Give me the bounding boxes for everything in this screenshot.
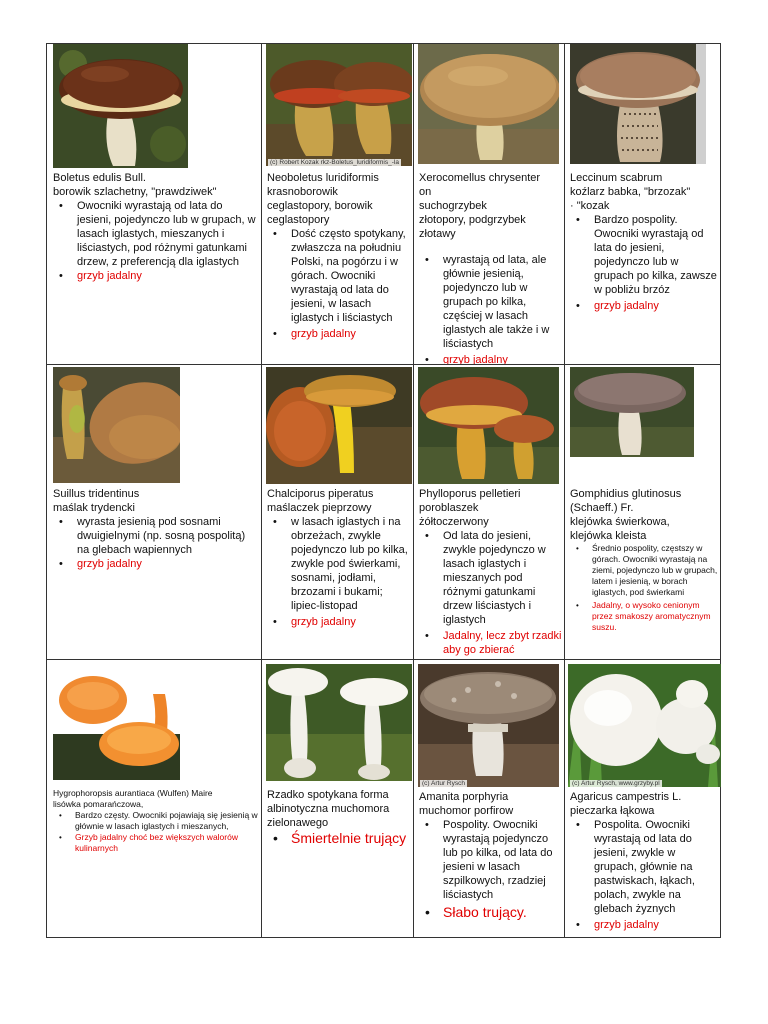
- latin-name: Xerocomellus chrysenter: [419, 172, 541, 184]
- mushroom-table: [46, 43, 721, 938]
- latin-name: Chalciporus piperatus: [267, 488, 374, 500]
- mushroom-photo: [568, 664, 721, 787]
- mushroom-photo: [266, 367, 412, 484]
- polish-name: lisówka pomarańczowa,: [53, 799, 144, 809]
- table-cell-chalciporus-piperatus: [262, 365, 413, 659]
- description: • wyrasta jesienią pod sosnami dwuigielnymi (np. sosną pospolitą) na glebach wapiennych: [53, 515, 258, 557]
- polish-name: maślak trydencki: [53, 502, 135, 514]
- polish-name: suchogrzybek: [419, 200, 487, 212]
- latin-name: Phylloporus pelletieri: [419, 488, 521, 500]
- mushroom-photo: [570, 367, 694, 457]
- description: • Bardzo pospolity. Owocniki wyrastają od lata do jesieni, pojedynczo lub w grupach po kilka, zawsze w pobliżu brzóz: [570, 213, 720, 297]
- description: • w lasach iglastych i na obrzeżach, zwykle pojedynczo lub po kilka, zwykle pod świerkami, sosnami, jodłami, brzozami i bukami; lipiec-listopad: [267, 515, 412, 613]
- cell-text: [53, 487, 258, 571]
- polish-name: pieczarka łąkowa: [570, 805, 655, 817]
- edibility-note: • Jadalny, o wysoko cenionym przez smakoszy aromatycznym suszu.: [570, 600, 720, 633]
- latin-name: Boletus edulis Bull.: [53, 172, 146, 184]
- latin-name: Gomphidius glutinosus: [570, 488, 682, 500]
- polish-name: złotopory, podgrzybek: [419, 214, 526, 226]
- description-line: zielonawego: [267, 817, 329, 829]
- latin-name: on: [419, 186, 432, 198]
- description-line: Rzadko spotykana forma: [267, 789, 389, 801]
- description: • Średnio pospolity, częstszy w górach. Owocniki wyrastają na ziemi, pojedynczo lub w grupach, latem i jesienią, w borach iglastych, pod świerkami: [570, 543, 720, 598]
- polish-name: borowik szlachetny, "prawdziwek": [53, 186, 217, 198]
- polish-name: klejówka świerkowa,: [570, 516, 670, 528]
- cell-text: [419, 487, 564, 657]
- polish-name: krasnoborowik: [267, 186, 338, 198]
- table-cell-hygrophoropsis-aurantiaca: [47, 660, 261, 938]
- photo-credit: (c) Robert Kozak rkz-Boletus_luridiformis_-la: [270, 159, 399, 166]
- table-cell-amanita-porphyria: [414, 660, 564, 938]
- table-cell-amanita-albino: [262, 660, 413, 938]
- cell-text: [570, 790, 720, 932]
- edibility-note: • Śmiertelnie trujący: [267, 830, 412, 847]
- description: • Pospolita. Owocniki wyrastają od lata do jesieni, zwykle w grupach, głównie na pastwiskach, łąkach, polach, zwykle na glebach żyznych: [570, 818, 720, 916]
- cell-text: [53, 788, 258, 854]
- edibility-note: • grzyb jadalny: [570, 918, 720, 932]
- description: • Pospolity. Owocniki wyrastają pojedynczo lub po kilka, od lata do jesieni w lasach szpilkowych, rzadziej liściastych: [419, 818, 564, 902]
- polish-name: muchomor porfirow: [419, 805, 514, 817]
- polish-name: ceglastopory, borowik: [267, 200, 373, 212]
- polish-name: klejówka kleista: [570, 530, 647, 542]
- cell-text: [419, 171, 564, 364]
- description: • Owocniki wyrastają od lata do jesieni, pojedynczo lub w grupach, w lasach iglastych, mieszanych i liściastych, pod różnymi gatunkami drzew, z preferencją dla iglastych: [53, 199, 258, 269]
- cell-text: [267, 487, 412, 629]
- table-cell-boletus-edulis: [47, 44, 261, 364]
- edibility-note: • grzyb jadalny: [53, 557, 258, 571]
- edibility-note: • grzyb jadalny: [570, 299, 720, 313]
- photo-credit: (c) Artur Rysch: [422, 780, 465, 787]
- edibility-note: • Słabo trujący.: [419, 904, 564, 921]
- mushroom-photo: [53, 664, 180, 780]
- edibility-note: • grzyb jadalny: [53, 269, 258, 283]
- latin-name: Amanita porphyria: [419, 791, 509, 803]
- mushroom-photo: [418, 44, 559, 164]
- photo-credit: (c) Artur Rysch, www.grzyby.pl: [572, 780, 660, 787]
- latin-name: Neoboletus luridiformis: [267, 172, 379, 184]
- mushroom-photo: [53, 44, 188, 168]
- edibility-note: • Jadalny, lecz zbyt rzadki aby go zbierać: [419, 629, 564, 657]
- polish-name: maślaczek pieprzowy: [267, 502, 372, 514]
- description: • wyrastają od lata, ale głównie jesienią, pojedynczo lub w grupach po kilka, częściej w lasach iglastych ale także i w liściastych: [419, 253, 564, 351]
- description: • Bardzo częsty. Owocniki pojawiają się jesienią w głównie w lasach iglastych i mieszanych,: [53, 810, 258, 832]
- description: • Od lata do jesieni, zwykle pojedynczo w lasach iglastych i mieszanych pod różnymi gatunkami drzew liściastych i iglastych: [419, 529, 564, 627]
- polish-name: poroblaszek: [419, 502, 479, 514]
- mushroom-photo: [418, 367, 559, 484]
- mushroom-photo: [570, 44, 706, 164]
- latin-name: Leccinum scabrum: [570, 172, 663, 184]
- cell-text: [570, 171, 720, 313]
- mushroom-photo: [266, 44, 412, 166]
- cell-text: [53, 171, 258, 283]
- description-line: albinotyczna muchomora: [267, 803, 390, 815]
- table-cell-leccinum-scabrum: [565, 44, 722, 364]
- polish-name: żółtoczerwony: [419, 516, 489, 528]
- table-cell-neoboletus-luridiformis: [262, 44, 413, 364]
- table-cell-agaricus-campestris: [565, 660, 722, 938]
- edibility-note: • grzyb jadalny: [267, 327, 412, 341]
- edibility-note: • grzyb jadalny: [267, 615, 412, 629]
- edibility-note: • Grzyb jadalny choć bez większych walorów kulinarnych: [53, 832, 258, 854]
- cell-text: [419, 790, 564, 921]
- mushroom-photo: [266, 664, 412, 781]
- polish-name: złotawy: [419, 228, 456, 240]
- mushroom-photo: [53, 367, 180, 483]
- polish-name: ceglastopory: [267, 214, 330, 226]
- table-cell-xerocomellus: [414, 44, 564, 364]
- latin-name: Suillus tridentinus: [53, 488, 140, 500]
- cell-text: [267, 788, 412, 847]
- latin-name: (Schaeff.) Fr.: [570, 502, 634, 514]
- latin-name: Agaricus campestris L.: [570, 791, 682, 803]
- polish-name: koźlarz babka, "brzozak": [570, 186, 691, 198]
- table-cell-suillus-tridentinus: [47, 365, 261, 659]
- table-cell-gomphidius-glutinosus: [565, 365, 722, 659]
- latin-name: Hygrophoropsis aurantiaca (Wulfen) Maire: [53, 788, 213, 798]
- description: • Dość często spotykany, zwłaszcza na południu Polski, na pogórzu i w górach. Owocniki wyrastają od lata do jesieni, w lasach iglastych i liściastych: [267, 227, 412, 325]
- table-cell-phylloporus-pelletieri: [414, 365, 564, 659]
- polish-name: · "kozak: [570, 200, 610, 212]
- cell-text: [267, 171, 412, 341]
- mushroom-photo: [418, 664, 559, 787]
- cell-text: [570, 487, 720, 633]
- edibility-note: • grzyb jadalny: [419, 353, 564, 364]
